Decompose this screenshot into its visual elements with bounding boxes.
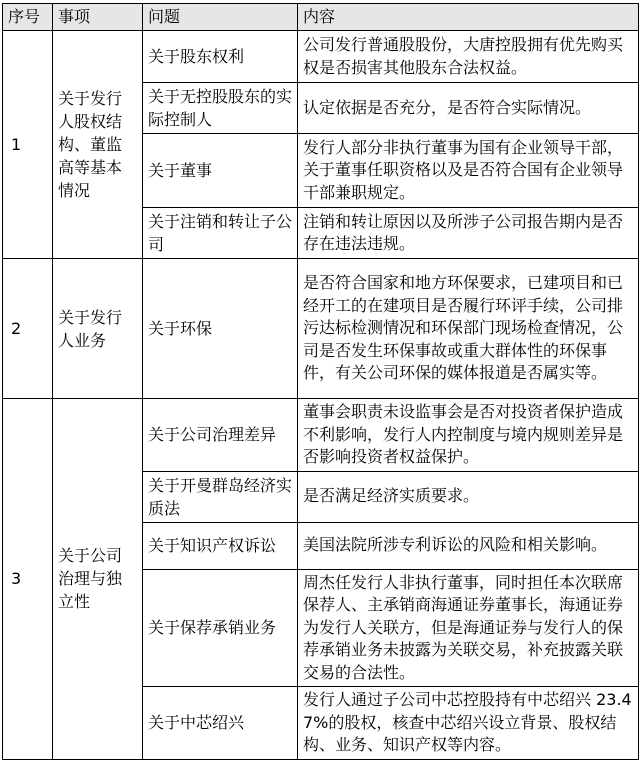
header-item: 事项 bbox=[53, 4, 143, 31]
header-index: 序号 bbox=[3, 4, 53, 31]
group-index: 2 bbox=[3, 259, 53, 399]
question-cell: 关于开曼群岛经济实质法 bbox=[143, 471, 298, 522]
content-cell: 发行人通过子公司中芯控股持有中芯绍兴 23.47%的股权，核查中芯绍兴设立背景、股权结构、业务、知识产权等内容。 bbox=[298, 687, 639, 760]
question-cell: 关于保荐承销业务 bbox=[143, 569, 298, 687]
review-table bbox=[2, 3, 639, 760]
header-question: 问题 bbox=[143, 4, 298, 31]
content-cell: 注销和转让原因以及所涉子公司报告期内是否存在违法违规。 bbox=[298, 208, 639, 259]
question-cell: 关于注销和转让子公司 bbox=[143, 208, 298, 259]
content-cell: 是否满足经济实质要求。 bbox=[298, 471, 639, 522]
question-cell: 关于公司治理差异 bbox=[143, 399, 298, 472]
content-cell: 美国法院所涉专利诉讼的风险和相关影响。 bbox=[298, 522, 639, 569]
table-row bbox=[3, 399, 639, 472]
content-cell: 是否符合国家和地方环保要求，已建项目和已经开工的在建项目是否履行环评手续，公司排污达标检测情况和环保部门现场检查情况，公司是否发生环保事故或重大群体性的环保事件，有关公司环保的媒体报道是否属实等。 bbox=[298, 259, 639, 399]
header-content: 内容 bbox=[298, 4, 639, 31]
group-item: 关于发行人股权结构、董监高等基本情况 bbox=[53, 31, 143, 259]
question-cell: 关于股东权利 bbox=[143, 31, 298, 83]
content-cell: 发行人部分非执行董事为国有企业领导干部，关于董事任职资格以及是否符合国有企业领导干部兼职规定。 bbox=[298, 134, 639, 208]
group-item: 关于发行人业务 bbox=[53, 259, 143, 399]
question-cell: 关于环保 bbox=[143, 259, 298, 399]
content-cell: 周杰任发行人非执行董事，同时担任本次联席保荐人、主承销商海通证券董事长，海通证券为发行人关联方，但是海通证券与发行人的保荐承销业务未披露为关联交易，补充披露关联交易的合法性。 bbox=[298, 569, 639, 687]
question-cell: 关于中芯绍兴 bbox=[143, 687, 298, 760]
table-row bbox=[3, 259, 639, 399]
table-row bbox=[3, 31, 639, 83]
group-item: 关于公司治理与独立性 bbox=[53, 399, 143, 760]
question-cell: 关于董事 bbox=[143, 134, 298, 208]
content-cell: 董事会职责未设监事会是否对投资者保护造成不利影响，发行人内控制度与境内规则差异是否影响投资者权益保护。 bbox=[298, 399, 639, 472]
question-cell: 关于知识产权诉讼 bbox=[143, 522, 298, 569]
content-cell: 公司发行普通股股份，大唐控股拥有优先购买权是否损害其他股东合法权益。 bbox=[298, 31, 639, 83]
question-cell: 关于无控股股东的实际控制人 bbox=[143, 83, 298, 134]
group-index: 1 bbox=[3, 31, 53, 259]
group-index: 3 bbox=[3, 399, 53, 760]
header-row bbox=[3, 4, 639, 31]
content-cell: 认定依据是否充分，是否符合实际情况。 bbox=[298, 83, 639, 134]
